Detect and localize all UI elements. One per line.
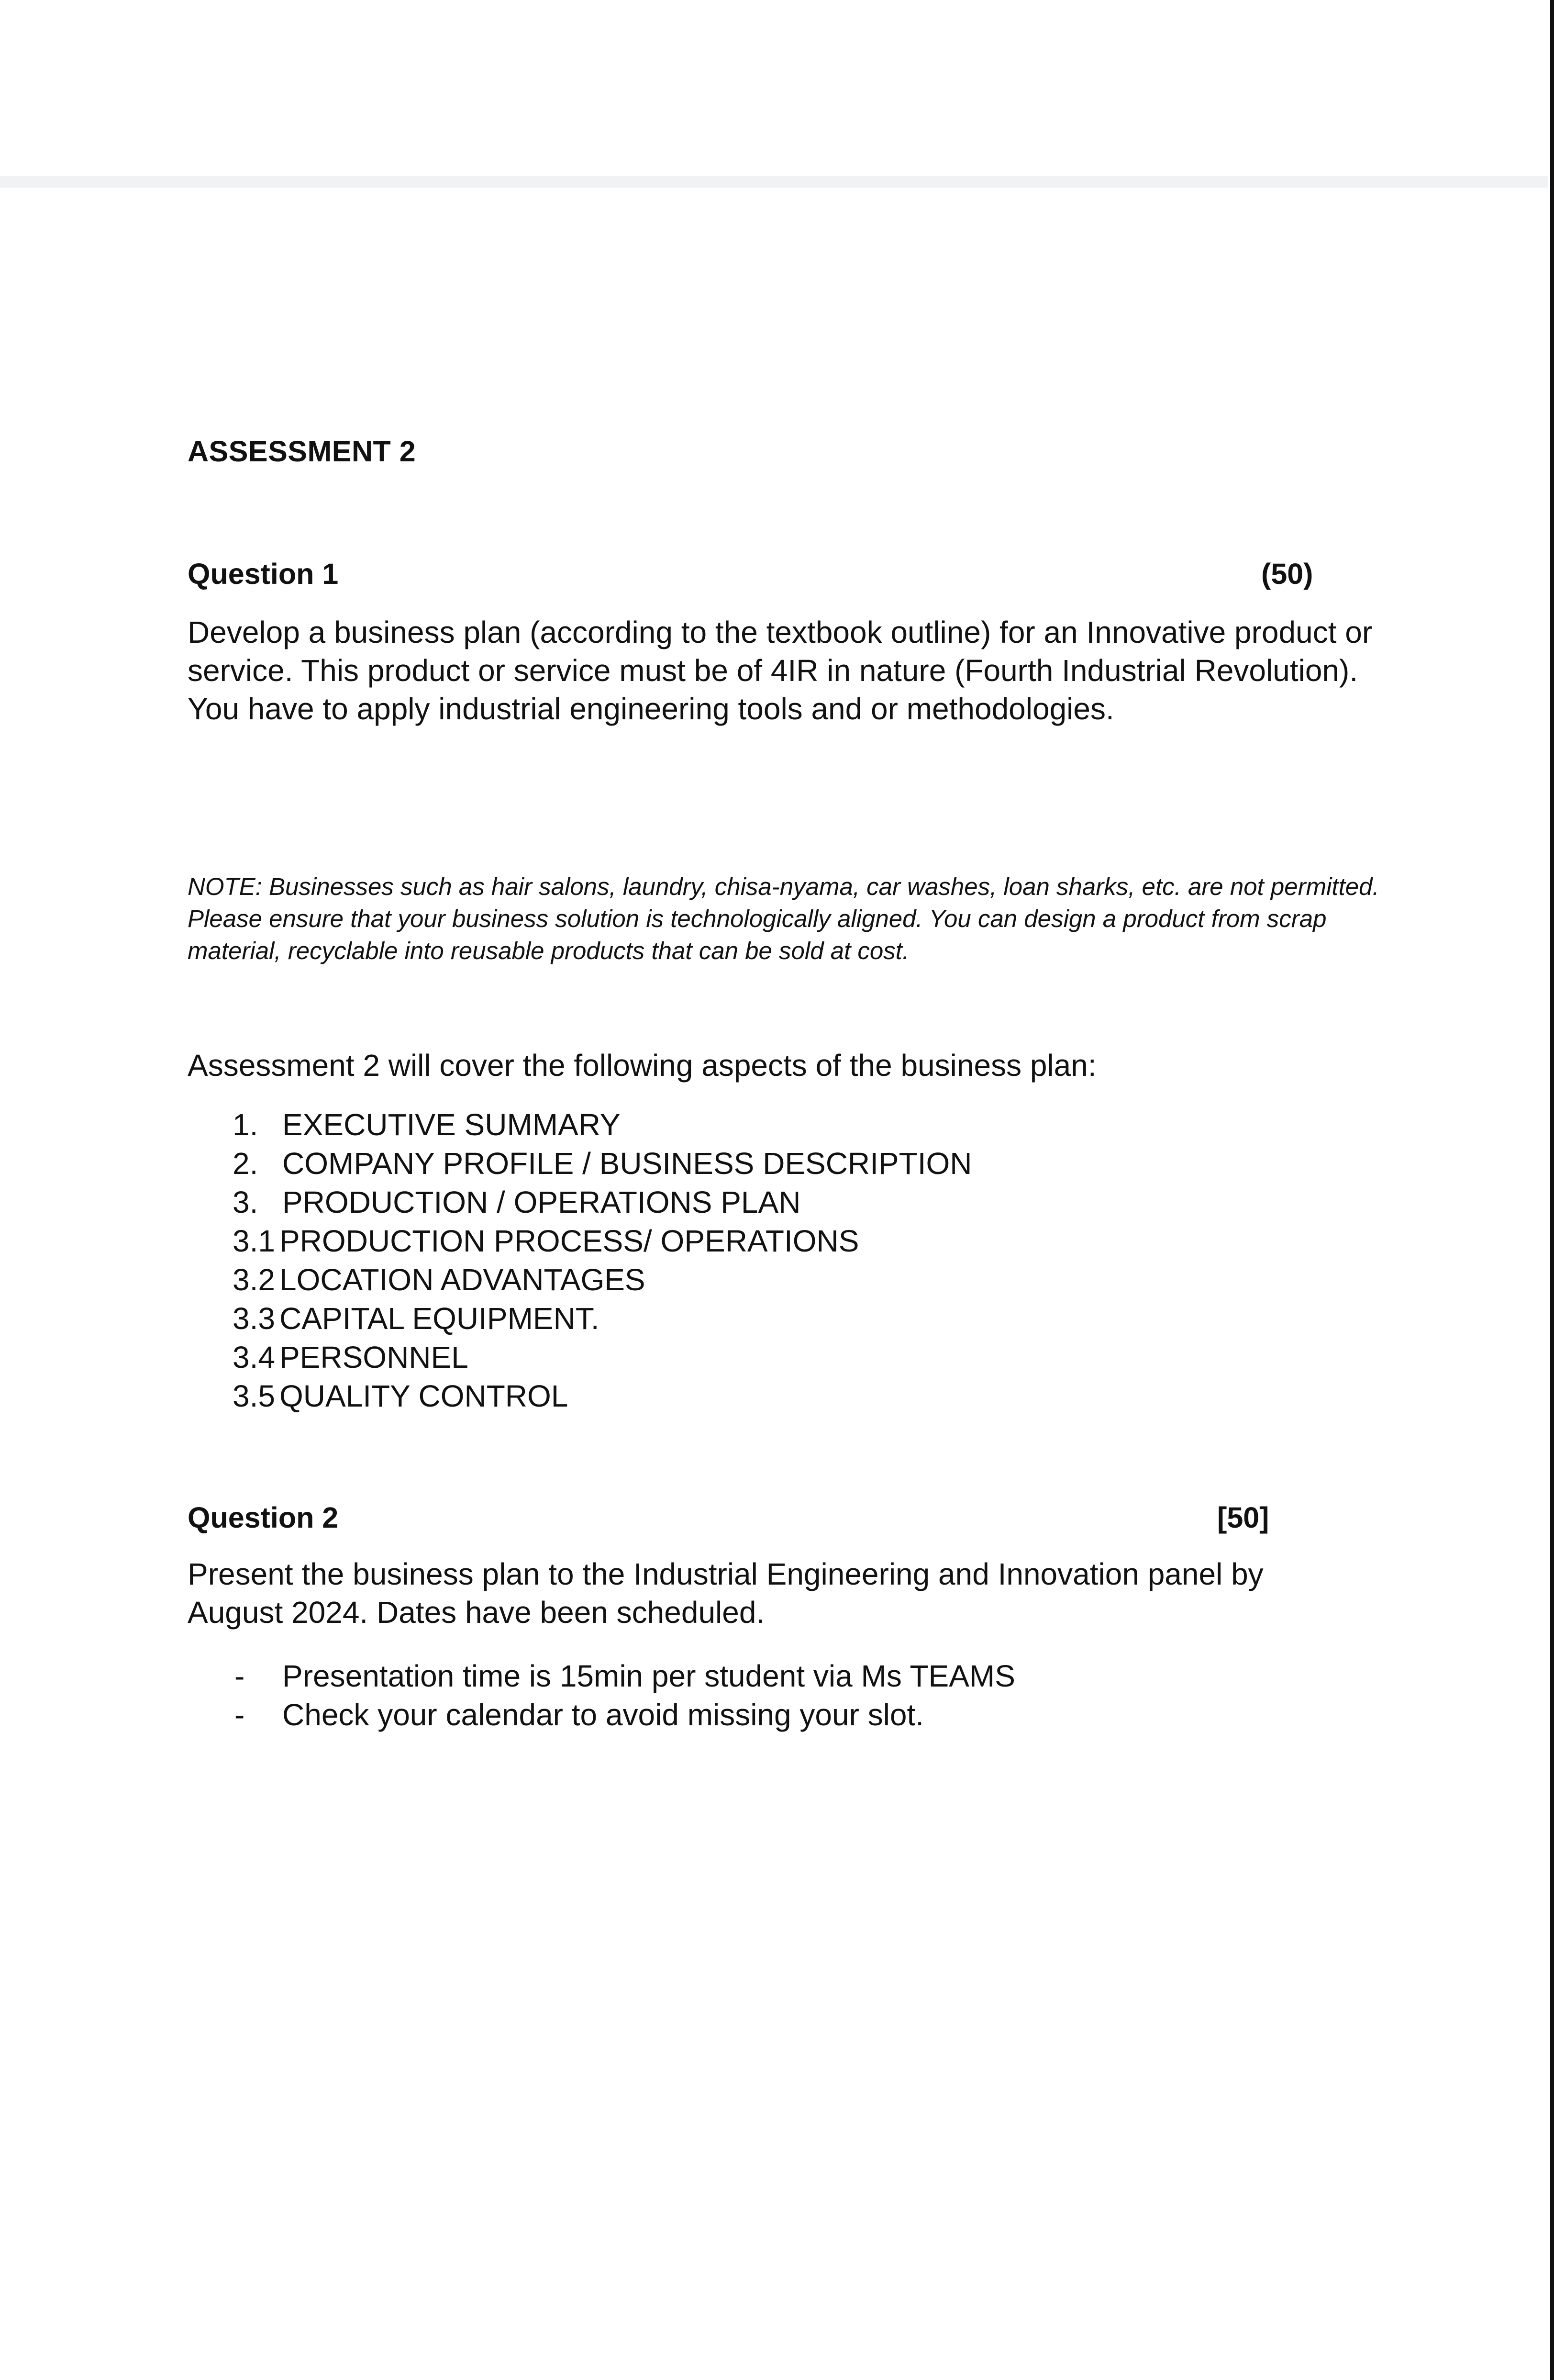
list-item-number: 3.1 [233, 1224, 275, 1258]
question-2-body: Present the business plan to the Industrial Engineering and Innovation panel by August 2024. Dates have been scheduled. [188, 1557, 1264, 1630]
aspects-list [233, 1106, 972, 1416]
list-item [233, 1696, 1015, 1734]
list-item-text: PRODUCTION / OPERATIONS PLAN [282, 1185, 801, 1219]
list-item [233, 1144, 972, 1183]
list-item-number: 1. [233, 1107, 258, 1142]
list-item [233, 1338, 972, 1377]
list-item-number: 2. [233, 1146, 258, 1181]
list-item [233, 1106, 972, 1144]
bullet-dash: - [234, 1698, 245, 1732]
bullet-dash: - [234, 1659, 245, 1693]
list-item-text: CAPITAL EQUIPMENT. [279, 1301, 599, 1336]
question-2-marks: [50] [1217, 1501, 1269, 1534]
list-item [233, 1377, 972, 1416]
list-item-number: 3.5 [233, 1379, 275, 1413]
question-1-marks: (50) [1261, 558, 1313, 590]
list-item-text: PRODUCTION PROCESS/ OPERATIONS [279, 1224, 859, 1258]
list-item-text: COMPANY PROFILE / BUSINESS DESCRIPTION [282, 1146, 972, 1181]
assessment-heading: ASSESSMENT 2 [188, 435, 416, 468]
list-item-number: 3.3 [233, 1301, 275, 1336]
list-item [233, 1183, 972, 1222]
list-item [233, 1657, 1015, 1696]
question-1-body: Develop a business plan (according to the textbook outline) for an Innovative product or service. This product or service must be of 4IR in nature (Fourth Industrial Revolution). You have to apply industrial engineering tools and or methodologies. [188, 615, 1373, 726]
list-item [233, 1222, 972, 1261]
question-1-note: NOTE: Businesses such as hair salons, laundry, chisa-nyama, car washes, loan sharks, etc. are not permitted. Please ensure that your business solution is technologically aligned. You can design a product from scrap material, recyclable into reusable products that can be sold at cost. [188, 873, 1379, 964]
list-item [233, 1299, 972, 1338]
bullet-text: Presentation time is 15min per student via Ms TEAMS [282, 1659, 1015, 1693]
question-2-label: Question 2 [188, 1501, 339, 1534]
right-edge-border [1550, 0, 1554, 2380]
list-item [233, 1261, 972, 1299]
question-1-label: Question 1 [188, 558, 339, 590]
presentation-bullets [233, 1657, 1015, 1734]
list-item-text: QUALITY CONTROL [279, 1379, 568, 1413]
list-item-text: LOCATION ADVANTAGES [279, 1263, 645, 1297]
list-item-text: PERSONNEL [279, 1340, 468, 1374]
list-item-text: EXECUTIVE SUMMARY [282, 1107, 621, 1142]
bullet-text: Check your calendar to avoid missing your slot. [282, 1698, 924, 1732]
list-item-number: 3. [233, 1185, 258, 1219]
list-item-number: 3.2 [233, 1263, 275, 1297]
aspects-intro: Assessment 2 will cover the following aspects of the business plan: [188, 1048, 1097, 1083]
list-item-number: 3.4 [233, 1340, 275, 1374]
